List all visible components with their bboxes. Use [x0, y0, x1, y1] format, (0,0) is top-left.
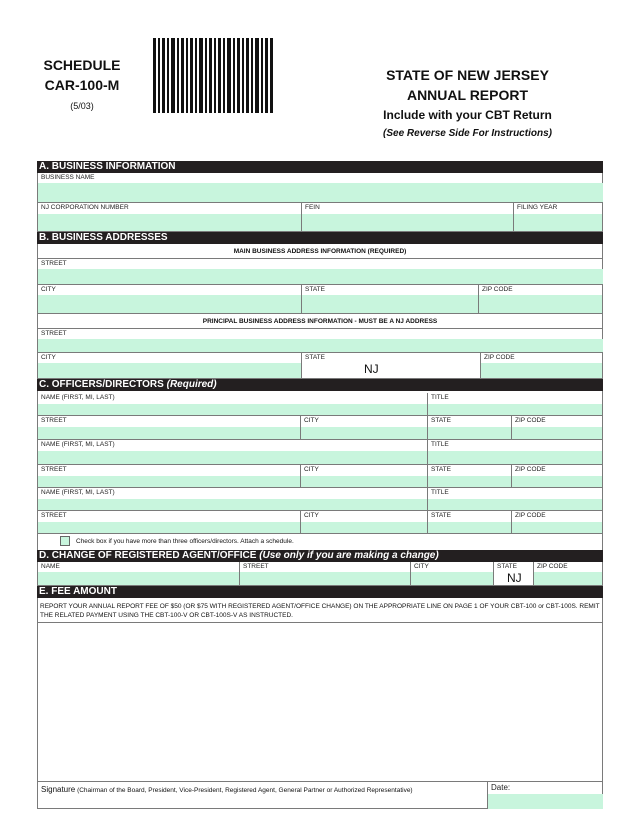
- main-city-input[interactable]: [38, 295, 301, 313]
- officer-2-street-label: STREET: [41, 466, 67, 473]
- report-title: ANNUAL REPORT: [406, 87, 529, 103]
- business-name-input[interactable]: [38, 183, 603, 202]
- officer-1-city-field[interactable]: [300, 416, 427, 440]
- section-e-header: [37, 586, 603, 598]
- include-note: Include with your CBT Return: [383, 108, 552, 122]
- section-c-title: C. OFFICERS/DIRECTORS: [39, 379, 164, 390]
- officer-3-street-field[interactable]: [37, 511, 300, 534]
- business-name-label: BUSINESS NAME: [41, 174, 95, 181]
- officer-1-street-label: STREET: [41, 417, 67, 424]
- main-zip-input[interactable]: [479, 295, 602, 313]
- principal-street-label: STREET: [41, 330, 67, 337]
- officer-1-zip-field[interactable]: [511, 416, 603, 440]
- principal-city-field[interactable]: [37, 353, 301, 379]
- officer-1-state-field[interactable]: [427, 416, 511, 440]
- date-input[interactable]: [488, 794, 603, 809]
- agent-city-label: CITY: [414, 563, 429, 570]
- agent-state-field: [493, 562, 533, 586]
- section-d-note: (Use only if you are making a change): [259, 550, 439, 561]
- principal-address-heading: PRINCIPAL BUSINESS ADDRESS INFORMATION - MUST BE A NJ ADDRESS: [202, 318, 438, 325]
- officer-2-city-label: CITY: [304, 466, 319, 473]
- agent-zip-field[interactable]: [533, 562, 603, 586]
- officer-3-state-label: STATE: [431, 512, 451, 519]
- officer-3-zip-input[interactable]: [512, 522, 602, 533]
- officer-2-title-field[interactable]: [427, 440, 603, 465]
- officer-2-zip-input[interactable]: [512, 476, 602, 487]
- instructions-note: (See Reverse Side For Instructions): [383, 128, 552, 139]
- officer-1-title-input[interactable]: [428, 404, 602, 415]
- main-city-field[interactable]: [37, 285, 301, 314]
- principal-state-label: STATE: [305, 354, 325, 361]
- agent-city-field[interactable]: [410, 562, 493, 586]
- fee-divider: [37, 622, 603, 623]
- principal-zip-field[interactable]: [480, 353, 603, 379]
- agent-state-value: NJ: [507, 571, 522, 585]
- section-a-title: A. BUSINESS INFORMATION: [39, 161, 176, 172]
- section-e-frame: [37, 598, 603, 809]
- officer-3-name-input[interactable]: [38, 499, 427, 510]
- section-a-header: [37, 161, 603, 173]
- corp-number-field[interactable]: [37, 203, 301, 232]
- agent-state-label: STATE: [497, 563, 517, 570]
- main-state-label: STATE: [305, 286, 325, 293]
- main-city-label: CITY: [41, 286, 56, 293]
- agent-zip-input[interactable]: [534, 572, 602, 585]
- officer-2-zip-label: ZIP CODE: [515, 466, 546, 473]
- officer-1-name-label: NAME (FIRST, MI, LAST): [41, 394, 115, 401]
- main-street-field[interactable]: [37, 258, 603, 285]
- officer-1-title-field[interactable]: [427, 393, 603, 416]
- officer-1-title-label: TITLE: [431, 394, 449, 401]
- officer-1-zip-input[interactable]: [512, 427, 602, 439]
- officer-3-city-label: CITY: [304, 512, 319, 519]
- officer-1-street-field[interactable]: [37, 416, 300, 440]
- section-c-required: (Required): [166, 379, 217, 390]
- schedule-label: SCHEDULE: [43, 57, 121, 73]
- officer-3-name-field[interactable]: [37, 488, 427, 511]
- main-zip-field[interactable]: [478, 285, 603, 314]
- section-d-title: D. CHANGE OF REGISTERED AGENT/OFFICE: [39, 550, 257, 561]
- date-field[interactable]: [487, 781, 603, 809]
- officer-3-name-label: NAME (FIRST, MI, LAST): [41, 489, 115, 496]
- officer-2-state-input[interactable]: [428, 476, 511, 487]
- officer-2-zip-field[interactable]: [511, 465, 603, 488]
- more-officers-text: Check box if you have more than three officers/directors. Attach a schedule.: [76, 538, 294, 545]
- officer-2-state-field[interactable]: [427, 465, 511, 488]
- agent-street-input[interactable]: [240, 572, 410, 585]
- agent-street-field[interactable]: [239, 562, 410, 586]
- title-block: [360, 65, 575, 143]
- officer-3-city-field[interactable]: [300, 511, 427, 534]
- fee-instructions: REPORT YOUR ANNUAL REPORT FEE OF $50 (OR $75 WITH REGISTERED AGENT/OFFICE CHANGE) ON THE APPROPRIATE LINE ON PAGE 1 OF YOUR CBT-100 or CBT-100S. REMIT THE RELATED PAYMENT USING THE CBT-100-V OR CBT-100S-V AS INSTRUCTED.: [40, 603, 600, 619]
- main-state-input[interactable]: [302, 295, 478, 313]
- barcode: [153, 38, 273, 113]
- more-officers-checkbox[interactable]: [60, 536, 70, 546]
- principal-state-value: NJ: [364, 362, 379, 376]
- section-b-header: [37, 232, 603, 244]
- section-c-header: [37, 379, 603, 391]
- filing-year-input[interactable]: [514, 214, 602, 231]
- officer-1-name-field[interactable]: [37, 393, 427, 416]
- schedule-title: [40, 55, 124, 95]
- revision-date: (5/03): [70, 101, 94, 111]
- section-b-title: B. BUSINESS ADDRESSES: [39, 232, 168, 243]
- agent-zip-label: ZIP CODE: [537, 563, 568, 570]
- agent-street-label: STREET: [243, 563, 269, 570]
- officer-2-name-label: NAME (FIRST, MI, LAST): [41, 441, 115, 448]
- officer-2-city-input[interactable]: [301, 476, 427, 487]
- agent-city-input[interactable]: [411, 572, 493, 585]
- officer-2-title-input[interactable]: [428, 451, 602, 464]
- signature-label-group: [41, 785, 413, 795]
- officer-3-state-field[interactable]: [427, 511, 511, 534]
- officer-3-title-label: TITLE: [431, 489, 449, 496]
- officer-3-city-input[interactable]: [301, 522, 427, 533]
- filing-year-label: FILING YEAR: [517, 204, 558, 211]
- corp-number-input[interactable]: [38, 214, 301, 231]
- main-address-heading: MAIN BUSINESS ADDRESS INFORMATION (REQUIRED): [233, 248, 407, 255]
- officer-3-street-input[interactable]: [38, 522, 300, 533]
- principal-city-label: CITY: [41, 354, 56, 361]
- main-state-field[interactable]: [301, 285, 478, 314]
- officer-2-name-input[interactable]: [38, 451, 427, 464]
- principal-state-field: [301, 353, 480, 379]
- filing-year-field[interactable]: [513, 203, 603, 232]
- officer-1-state-input[interactable]: [428, 427, 511, 439]
- fein-input[interactable]: [302, 214, 513, 231]
- business-name-field[interactable]: [37, 173, 603, 203]
- more-officers-row: [60, 536, 294, 548]
- schedule-code: CAR-100-M: [44, 77, 120, 93]
- signature-roles: (Chairman of the Board, President, Vice-President, Registered Agent, General Partner or Authorized Representative): [77, 787, 413, 794]
- principal-street-input[interactable]: [38, 339, 603, 352]
- fein-field[interactable]: [301, 203, 513, 232]
- signature-input[interactable]: [37, 796, 487, 809]
- officer-3-zip-label: ZIP CODE: [515, 512, 546, 519]
- principal-street-field[interactable]: [37, 328, 603, 353]
- corp-number-label: NJ CORPORATION NUMBER: [41, 204, 129, 211]
- main-zip-label: ZIP CODE: [482, 286, 513, 293]
- officer-1-state-label: STATE: [431, 417, 451, 424]
- section-e-title: E. FEE AMOUNT: [39, 586, 117, 597]
- officer-1-city-input[interactable]: [301, 427, 427, 439]
- officer-3-title-input[interactable]: [428, 499, 602, 510]
- section-d-header: [37, 550, 603, 562]
- officer-1-city-label: CITY: [304, 417, 319, 424]
- officer-3-title-field[interactable]: [427, 488, 603, 511]
- fein-label: FEIN: [305, 204, 320, 211]
- signature-label: Signature: [41, 785, 76, 794]
- principal-zip-label: ZIP CODE: [484, 354, 515, 361]
- state-title: STATE OF NEW JERSEY: [386, 67, 549, 83]
- officer-3-state-input[interactable]: [428, 522, 511, 533]
- principal-city-input[interactable]: [38, 363, 301, 378]
- officer-2-street-field[interactable]: [37, 465, 300, 488]
- date-label: Date:: [491, 783, 511, 792]
- officer-2-city-field[interactable]: [300, 465, 427, 488]
- officer-2-title-label: TITLE: [431, 441, 449, 448]
- agent-name-label: NAME: [41, 563, 60, 570]
- officer-1-name-input[interactable]: [38, 404, 427, 415]
- officer-3-street-label: STREET: [41, 512, 67, 519]
- principal-zip-input[interactable]: [481, 363, 602, 378]
- officer-3-zip-field[interactable]: [511, 511, 603, 534]
- agent-name-field[interactable]: [37, 562, 239, 586]
- main-street-input[interactable]: [38, 269, 603, 284]
- officer-1-street-input[interactable]: [38, 427, 300, 439]
- officer-2-street-input[interactable]: [38, 476, 300, 487]
- main-street-label: STREET: [41, 260, 67, 267]
- officer-2-name-field[interactable]: [37, 440, 427, 465]
- agent-name-input[interactable]: [38, 572, 239, 585]
- officer-1-zip-label: ZIP CODE: [515, 417, 546, 424]
- officer-2-state-label: STATE: [431, 466, 451, 473]
